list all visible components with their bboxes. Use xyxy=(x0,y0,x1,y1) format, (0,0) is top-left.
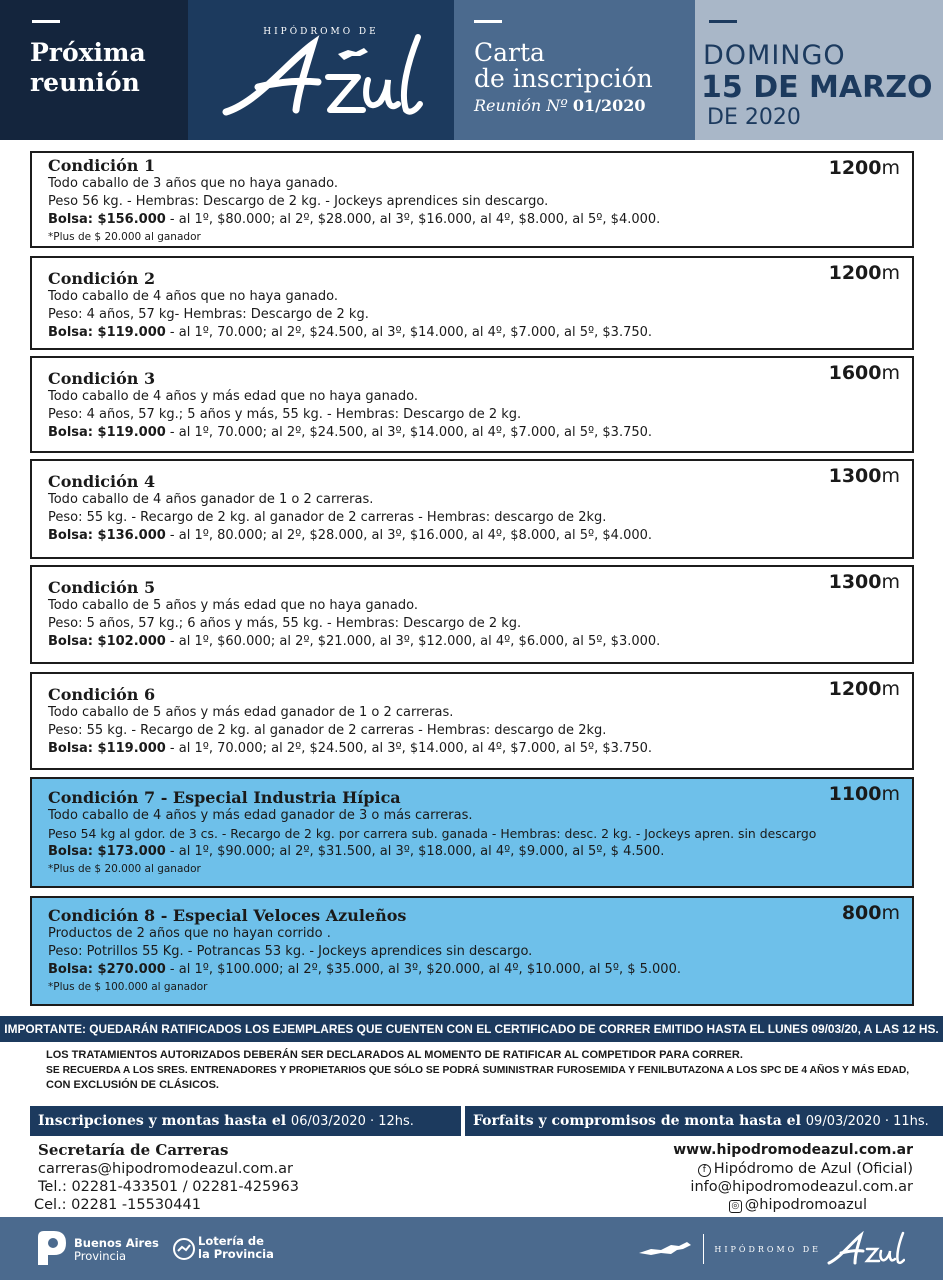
inscripciones-date: 06/03/2020 · 12hs. xyxy=(290,1114,414,1129)
condition-line: Peso: Potrillos 55 Kg. - Potrancas 53 kg. - Jockeys aprendices sin descargo. xyxy=(48,944,533,959)
condition-distance xyxy=(829,571,900,593)
notice-line: CON EXCLUSIÓN DE CLÁSICOS. xyxy=(46,1079,219,1091)
distance-value: 1300 xyxy=(828,571,882,593)
bolsa-label: Bolsa: $173.000 xyxy=(48,844,166,859)
distance-unit: m xyxy=(881,362,900,384)
card-title xyxy=(474,40,653,92)
card-title-line1: Carta xyxy=(474,38,545,67)
condition-bolsa xyxy=(48,424,898,442)
distance-unit: m xyxy=(881,465,900,487)
condition-distance xyxy=(829,157,900,179)
condition-line: Todo caballo de 4 años y más edad que no haya ganado. xyxy=(48,389,418,404)
loteria-logo-icon xyxy=(172,1237,196,1261)
condition-line: Todo caballo de 3 años que no haya ganado. xyxy=(48,176,338,191)
condition-box-special xyxy=(30,777,914,888)
distance-value: 1100 xyxy=(828,783,882,805)
distance-value: 1600 xyxy=(828,362,882,384)
condition-bolsa xyxy=(48,961,898,979)
loteria-text xyxy=(198,1235,274,1261)
header xyxy=(0,0,943,140)
instagram-icon: ◎ xyxy=(729,1200,742,1213)
notice-line: LOS TRATAMIENTOS AUTORIZADOS DEBERÁN SER DECLARADOS AL MOMENTO DE RATIFICAR AL COMPETIDOR PARA CORRER. xyxy=(46,1049,743,1061)
bolsa-detail: - al 1º, $60.000; al 2º, $21.000, al 3º, $12.000, al 4º, $6.000, al 5º, $3.000. xyxy=(165,634,661,649)
condition-bolsa xyxy=(48,527,898,545)
buenos-aires-text xyxy=(74,1237,159,1263)
condition-box xyxy=(30,256,914,350)
condition-distance xyxy=(829,783,900,805)
distance-value: 1200 xyxy=(828,157,882,179)
facebook-line[interactable] xyxy=(673,1160,913,1178)
secretaria-contact xyxy=(34,1140,299,1214)
condition-title: Condición 1 xyxy=(48,156,156,175)
date-panel xyxy=(695,0,943,140)
condition-line: Peso: 55 kg. - Recargo de 2 kg. al ganador de 2 carreras - Hembras: descargo de 2kg. xyxy=(48,723,607,738)
forfaits-label: Forfaits y compromisos de monta hasta el xyxy=(473,1113,801,1129)
forfaits-deadline xyxy=(465,1106,943,1136)
secretaria-tel: Tel.: 02281-433501 / 02281-425963 xyxy=(38,1179,299,1195)
condition-line: Peso: 55 kg. - Recargo de 2 kg. al ganador de 2 carreras - Hembras: descargo de 2kg. xyxy=(48,510,607,525)
meeting-label: Reunión Nº xyxy=(474,96,568,115)
bolsa-detail: - al 1º, $100.000; al 2º, $35.000, al 3º, $20.000, al 4º, $10.000, al 5º, $ 5.000. xyxy=(165,962,681,977)
footer xyxy=(0,1217,943,1280)
bolsa-detail: - al 1º, $90.000; al 2º, $31.500, al 3º, $18.000, al 4º, $9.000, al 5º, $ 4.500. xyxy=(165,844,665,859)
header-dash xyxy=(474,20,502,23)
condition-line: Todo caballo de 5 años y más edad que no haya ganado. xyxy=(48,598,418,613)
condition-box xyxy=(30,356,914,453)
distance-unit: m xyxy=(881,678,900,700)
condition-distance xyxy=(829,465,900,487)
condition-distance xyxy=(829,678,900,700)
condition-plus: *Plus de $ 100.000 al ganador xyxy=(48,981,208,993)
instagram-line[interactable] xyxy=(673,1196,867,1214)
next-meeting-title xyxy=(30,38,160,98)
distance-unit: m xyxy=(881,157,900,179)
hipodromo-azul-logo xyxy=(218,32,428,122)
footer-separator xyxy=(703,1234,704,1264)
bolsa-detail: - al 1º, 70.000; al 2º, $24.500, al 3º, $14.000, al 4º, $7.000, al 5º, $3.750. xyxy=(165,325,653,340)
distance-value: 800 xyxy=(841,902,882,924)
condition-distance xyxy=(842,902,900,924)
condition-title: Condición 4 xyxy=(48,472,156,491)
condition-bolsa xyxy=(48,633,898,651)
condition-plus: *Plus de $ 20.000 al ganador xyxy=(48,231,201,243)
secretaria-title: Secretaría de Carreras xyxy=(38,1141,229,1159)
ba-line1: Buenos Aires xyxy=(74,1236,159,1250)
logo-small-text: HIPÓDROMO DE xyxy=(263,27,379,37)
date-year: DE 2020 xyxy=(707,105,801,130)
notice-text xyxy=(46,1048,916,1093)
distance-unit: m xyxy=(881,902,900,924)
distance-unit: m xyxy=(881,783,900,805)
lot-line1: Lotería de xyxy=(198,1234,264,1248)
horse-icon xyxy=(637,1237,693,1261)
card-title-panel xyxy=(454,0,695,140)
distance-value: 1200 xyxy=(828,678,882,700)
logo-panel xyxy=(188,0,454,140)
inscripciones-deadline xyxy=(30,1106,461,1136)
condition-line: Peso: 4 años, 57 kg.; 5 años y más, 55 kg. - Hembras: Descargo de 2 kg. xyxy=(48,407,522,422)
condition-distance xyxy=(829,262,900,284)
card-title-line2: de inscripción xyxy=(474,64,653,93)
buenos-aires-logo-icon xyxy=(36,1229,68,1267)
condition-box xyxy=(30,565,914,664)
condition-box-special xyxy=(30,896,914,1006)
inscripciones-label: Inscripciones y montas hasta el xyxy=(38,1113,287,1129)
next-meeting-text: Próxima reunión xyxy=(30,38,146,97)
bolsa-label: Bolsa: $270.000 xyxy=(48,962,166,977)
web-contact xyxy=(673,1140,913,1214)
next-meeting-panel xyxy=(0,0,188,140)
azul-wordmark xyxy=(825,1231,905,1267)
condition-box xyxy=(30,151,914,248)
bolsa-label: Bolsa: $119.000 xyxy=(48,741,166,756)
bolsa-detail: - al 1º, $80.000; al 2º, $28.000, al 3º, $16.000, al 4º, $8.000, al 5º, $4.000. xyxy=(165,212,661,227)
footer-hip-small: HIPÓDROMO DE xyxy=(714,1244,821,1254)
secretaria-cel: Cel.: 02281 -15530441 xyxy=(34,1197,201,1213)
bolsa-label: Bolsa: $119.000 xyxy=(48,325,166,340)
date-day: DOMINGO xyxy=(703,40,846,71)
condition-plus: *Plus de $ 20.000 al ganador xyxy=(48,863,201,875)
condition-box xyxy=(30,672,914,770)
info-email[interactable]: info@hipodromodeazul.com.ar xyxy=(690,1179,913,1195)
condition-line: Peso: 5 años, 57 kg.; 6 años y más, 55 kg. - Hembras: Descargo de 2 kg. xyxy=(48,616,522,631)
condition-title: Condición 8 - Especial Veloces Azuleños xyxy=(48,906,407,925)
lot-line2: la Provincia xyxy=(198,1247,274,1261)
condition-line: Productos de 2 años que no hayan corrido . xyxy=(48,926,331,941)
condition-bolsa xyxy=(48,843,898,861)
condition-box xyxy=(30,459,914,559)
meeting-number: 01/2020 xyxy=(572,96,646,115)
condition-line: Todo caballo de 5 años y más edad ganador de 1 o 2 carreras. xyxy=(48,705,454,720)
condition-line: Todo caballo de 4 años que no haya ganado. xyxy=(48,289,338,304)
condition-bolsa xyxy=(48,740,898,758)
condition-line: Peso: 4 años, 57 kg- Hembras: Descargo de 2 kg. xyxy=(48,307,369,322)
distance-unit: m xyxy=(881,262,900,284)
condition-title: Condición 6 xyxy=(48,685,156,704)
bolsa-detail: - al 1º, 80.000; al 2º, $28.000, al 3º, $16.000, al 4º, $8.000, al 5º, $4.000. xyxy=(165,528,653,543)
condition-line: Peso 56 kg. - Hembras: Descargo de 2 kg. - Jockeys aprendices sin descargo. xyxy=(48,194,549,209)
meeting-number-line xyxy=(474,96,646,115)
notice-line: SE RECUERDA A LOS SRES. ENTRENADORES Y PROPIETARIOS QUE SÓLO SE PODRÁ SUMINISTRAR FUROSEMIDA Y FENILBUTAZONA A LOS SPC DE 4 AÑOS Y MÁS EDAD, xyxy=(46,1065,910,1076)
bolsa-detail: - al 1º, 70.000; al 2º, $24.500, al 3º, $14.000, al 4º, $7.000, al 5º, $3.750. xyxy=(165,425,653,440)
condition-line: Peso 54 kg al gdor. de 3 cs. - Recargo de 2 kg. por carrera sub. ganada - Hembras: desc. 2 kg. - Jockeys apren. sin descargo xyxy=(48,826,817,841)
website-link[interactable]: www.hipodromodeazul.com.ar xyxy=(673,1142,913,1158)
distance-value: 1200 xyxy=(828,262,882,284)
header-dash xyxy=(32,20,60,23)
condition-bolsa xyxy=(48,324,898,342)
bolsa-label: Bolsa: $102.000 xyxy=(48,634,166,649)
condition-title: Condición 5 xyxy=(48,578,156,597)
distance-unit: m xyxy=(881,571,900,593)
condition-title: Condición 2 xyxy=(48,269,156,288)
footer-hipodromo-logo xyxy=(637,1231,905,1267)
condition-line: Todo caballo de 4 años y más edad ganador de 3 o más carreras. xyxy=(48,808,473,823)
ba-line2: Provincia xyxy=(74,1249,127,1263)
facebook-text: Hipódromo de Azul (Oficial) xyxy=(713,1161,913,1177)
bolsa-label: Bolsa: $156.000 xyxy=(48,212,166,227)
distance-value: 1300 xyxy=(828,465,882,487)
instagram-text: @hipodromoazul xyxy=(744,1197,867,1213)
header-dash xyxy=(709,20,737,23)
bolsa-label: Bolsa: $119.000 xyxy=(48,425,166,440)
date-main: 15 DE MARZO xyxy=(701,70,933,105)
condition-line: Todo caballo de 4 años ganador de 1 o 2 carreras. xyxy=(48,492,374,507)
forfaits-date: 09/03/2020 · 11hs. xyxy=(805,1114,929,1129)
deadlines-bar xyxy=(0,1106,943,1136)
bolsa-label: Bolsa: $136.000 xyxy=(48,528,166,543)
important-banner: IMPORTANTE: QUEDARÁN RATIFICADOS LOS EJEMPLARES QUE CUENTEN CON EL CERTIFICADO DE CORRER EMITIDO HASTA EL LUNES 09/03/20, A LAS 12 HS. xyxy=(0,1016,943,1042)
condition-bolsa xyxy=(48,211,898,229)
bolsa-detail: - al 1º, 70.000; al 2º, $24.500, al 3º, $14.000, al 4º, $7.000, al 5º, $3.750. xyxy=(165,741,653,756)
condition-distance xyxy=(829,362,900,384)
condition-title: Condición 7 - Especial Industria Hípica xyxy=(48,788,401,807)
facebook-icon: f xyxy=(698,1164,711,1177)
condition-title: Condición 3 xyxy=(48,369,156,388)
secretaria-email[interactable]: carreras@hipodromodeazul.com.ar xyxy=(38,1161,293,1177)
